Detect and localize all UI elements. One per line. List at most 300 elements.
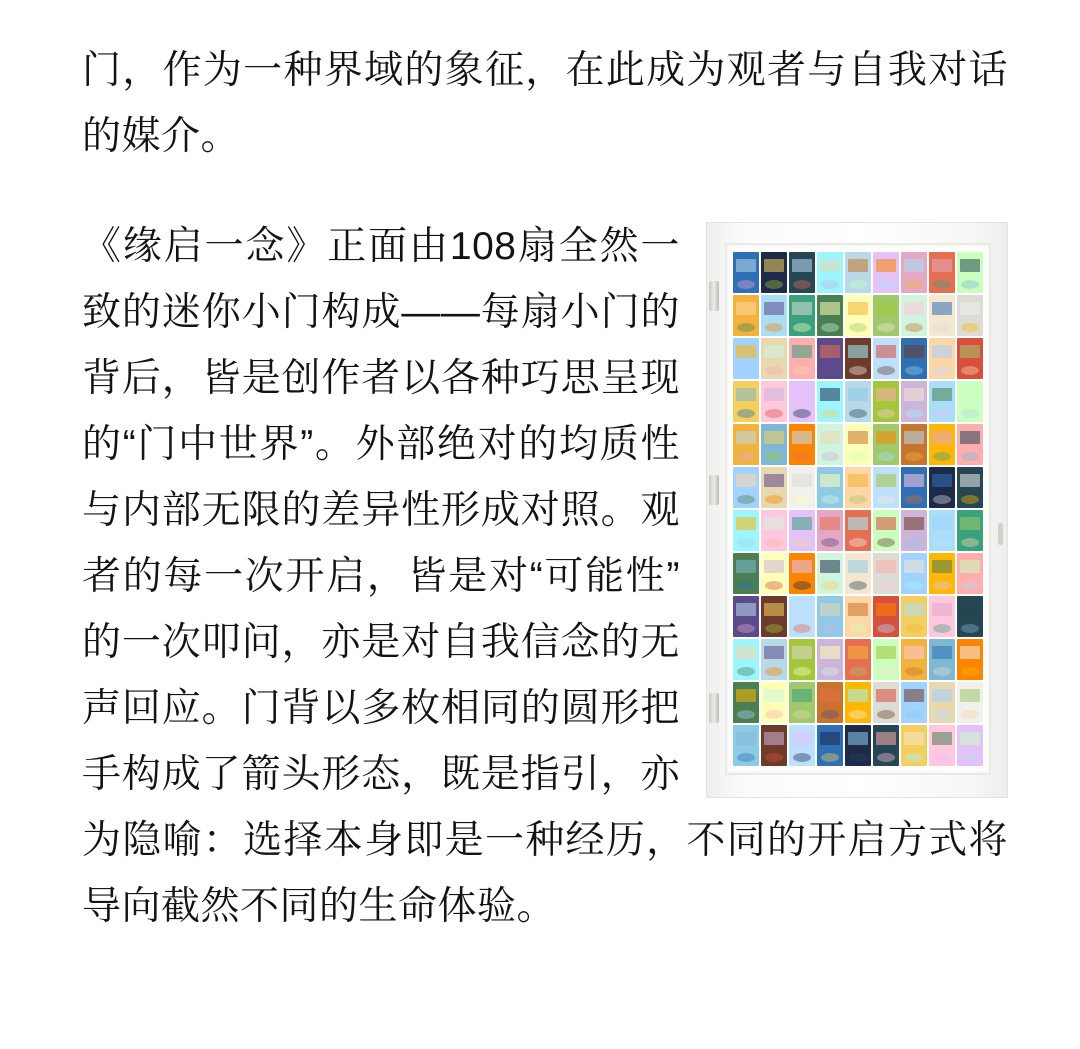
tile-shape: [960, 474, 981, 486]
mini-door-tile: [873, 295, 899, 336]
tile-accent: [849, 409, 867, 418]
mini-door-tile: [733, 682, 759, 723]
tile-accent: [849, 452, 867, 461]
tile-shape: [876, 732, 897, 744]
tile-shape: [876, 474, 897, 486]
tile-shape: [904, 388, 925, 400]
tile-accent: [877, 366, 895, 375]
tile-shape: [820, 345, 841, 357]
tile-shape: [764, 259, 785, 271]
tile-shape: [764, 732, 785, 744]
tile-shape: [764, 646, 785, 658]
mini-door-tile: [761, 467, 787, 508]
mini-door-tile: [789, 725, 815, 766]
tile-accent: [877, 667, 895, 676]
mini-door-tile: [817, 510, 843, 551]
tile-shape: [792, 603, 813, 615]
tile-accent: [793, 323, 811, 332]
mini-door-tile: [761, 596, 787, 637]
mini-door-tile: [761, 639, 787, 680]
tile-accent: [737, 710, 755, 719]
mini-door-tile: [929, 725, 955, 766]
tile-shape: [848, 560, 869, 572]
tile-accent: [737, 624, 755, 633]
tile-accent: [961, 710, 979, 719]
door-artwork-figure: [706, 222, 1008, 798]
tile-accent: [821, 538, 839, 547]
tile-shape: [820, 517, 841, 529]
tile-accent: [877, 538, 895, 547]
tile-accent: [821, 452, 839, 461]
tile-shape: [820, 302, 841, 314]
tile-accent: [961, 667, 979, 676]
mini-door-tile: [901, 553, 927, 594]
tile-shape: [736, 474, 757, 486]
tile-shape: [932, 560, 953, 572]
tile-accent: [737, 280, 755, 289]
tile-accent: [821, 495, 839, 504]
hinge-icon: [709, 475, 719, 505]
mini-door-tile: [733, 639, 759, 680]
mini-door-tile: [901, 639, 927, 680]
tile-shape: [764, 689, 785, 701]
tile-accent: [821, 409, 839, 418]
tile-accent: [933, 581, 951, 590]
tile-accent: [905, 409, 923, 418]
tile-accent: [821, 280, 839, 289]
mini-door-tile: [817, 639, 843, 680]
tile-accent: [821, 366, 839, 375]
tile-shape: [792, 259, 813, 271]
mini-door-tile: [817, 381, 843, 422]
tile-accent: [905, 710, 923, 719]
mini-door-tile: [817, 725, 843, 766]
tile-accent: [765, 538, 783, 547]
tile-accent: [821, 667, 839, 676]
tile-shape: [904, 560, 925, 572]
tile-accent: [961, 409, 979, 418]
tile-accent: [849, 538, 867, 547]
tile-shape: [792, 302, 813, 314]
tile-shape: [960, 388, 981, 400]
tile-shape: [792, 732, 813, 744]
tile-shape: [932, 474, 953, 486]
mini-door-tile: [957, 424, 983, 465]
tile-shape: [960, 689, 981, 701]
mini-door-tile: [817, 467, 843, 508]
mini-door-tile: [901, 295, 927, 336]
hinge-icon: [709, 281, 719, 311]
mini-door-tile: [845, 725, 871, 766]
mini-door-tile: [789, 295, 815, 336]
tile-accent: [849, 710, 867, 719]
tile-shape: [848, 732, 869, 744]
tile-accent: [905, 667, 923, 676]
mini-door-tile: [957, 295, 983, 336]
tile-shape: [904, 474, 925, 486]
tile-shape: [736, 689, 757, 701]
mini-door-tile: [789, 424, 815, 465]
tile-shape: [848, 388, 869, 400]
tile-accent: [961, 280, 979, 289]
tile-accent: [821, 624, 839, 633]
tile-accent: [905, 538, 923, 547]
tile-shape: [904, 345, 925, 357]
tile-accent: [793, 495, 811, 504]
hinge-icon: [709, 693, 719, 723]
tile-shape: [876, 517, 897, 529]
tile-shape: [876, 646, 897, 658]
mini-door-tile: [789, 510, 815, 551]
mini-door-tile: [929, 639, 955, 680]
tile-accent: [877, 710, 895, 719]
tile-accent: [961, 323, 979, 332]
mini-door-tile: [817, 295, 843, 336]
tile-shape: [904, 689, 925, 701]
tile-accent: [737, 753, 755, 762]
mini-door-tile: [817, 252, 843, 293]
door-handle-icon: [998, 523, 1003, 545]
mini-door-tile: [845, 553, 871, 594]
tile-shape: [904, 517, 925, 529]
tile-accent: [793, 581, 811, 590]
mini-door-tile: [873, 725, 899, 766]
tile-shape: [736, 646, 757, 658]
tile-shape: [932, 517, 953, 529]
mini-door-tile: [929, 682, 955, 723]
tile-shape: [792, 388, 813, 400]
mini-door-tile: [929, 553, 955, 594]
tile-accent: [737, 452, 755, 461]
mini-door-tile: [901, 467, 927, 508]
tile-accent: [765, 753, 783, 762]
mini-door-tile: [929, 252, 955, 293]
mini-door-tile: [901, 596, 927, 637]
tile-accent: [933, 495, 951, 504]
tile-shape: [932, 689, 953, 701]
mini-door-tile: [733, 467, 759, 508]
tile-accent: [905, 452, 923, 461]
tile-shape: [792, 431, 813, 443]
tile-shape: [904, 431, 925, 443]
tile-accent: [765, 581, 783, 590]
tile-accent: [877, 753, 895, 762]
mini-door-tile: [733, 510, 759, 551]
tile-accent: [849, 753, 867, 762]
tile-shape: [932, 259, 953, 271]
mini-door-tile: [929, 467, 955, 508]
tile-shape: [876, 431, 897, 443]
tile-accent: [933, 323, 951, 332]
mini-door-tile: [845, 252, 871, 293]
tile-accent: [877, 581, 895, 590]
tile-accent: [821, 323, 839, 332]
tile-accent: [765, 323, 783, 332]
tile-accent: [849, 581, 867, 590]
mini-door-tile: [789, 596, 815, 637]
tile-accent: [849, 366, 867, 375]
mini-door-tile: [957, 467, 983, 508]
tile-accent: [961, 538, 979, 547]
mini-door-tile: [789, 252, 815, 293]
tile-shape: [876, 388, 897, 400]
tile-accent: [765, 624, 783, 633]
tile-accent: [849, 495, 867, 504]
tile-shape: [736, 431, 757, 443]
tile-accent: [793, 667, 811, 676]
tile-accent: [933, 280, 951, 289]
mini-door-tile: [789, 639, 815, 680]
tile-shape: [820, 259, 841, 271]
tile-shape: [848, 431, 869, 443]
mini-door-tile: [845, 467, 871, 508]
mini-door-tile: [901, 338, 927, 379]
tile-accent: [933, 710, 951, 719]
tile-shape: [764, 474, 785, 486]
tile-shape: [820, 474, 841, 486]
tile-shape: [904, 732, 925, 744]
tile-shape: [960, 302, 981, 314]
tile-accent: [905, 366, 923, 375]
tile-shape: [848, 689, 869, 701]
tile-shape: [904, 646, 925, 658]
tile-shape: [932, 431, 953, 443]
tile-accent: [933, 624, 951, 633]
tile-accent: [933, 366, 951, 375]
tile-shape: [876, 560, 897, 572]
tile-shape: [764, 431, 785, 443]
door-frame: [706, 222, 1008, 798]
tile-shape: [820, 431, 841, 443]
mini-door-tile: [957, 553, 983, 594]
tile-shape: [932, 345, 953, 357]
mini-door-tile: [789, 381, 815, 422]
mini-door-tile: [733, 424, 759, 465]
paragraph-1: 门，作为一种界域的象征，在此成为观者与自我对话的媒介。: [82, 49, 1008, 158]
tile-accent: [737, 581, 755, 590]
tile-shape: [876, 345, 897, 357]
mini-door-tile: [929, 424, 955, 465]
tile-shape: [960, 431, 981, 443]
tile-shape: [876, 603, 897, 615]
tile-shape: [960, 345, 981, 357]
tile-shape: [848, 345, 869, 357]
tile-accent: [961, 581, 979, 590]
tile-accent: [765, 366, 783, 375]
mini-door-tile: [873, 338, 899, 379]
tile-accent: [849, 624, 867, 633]
tile-shape: [736, 560, 757, 572]
tile-accent: [961, 624, 979, 633]
tile-shape: [904, 603, 925, 615]
tile-accent: [793, 409, 811, 418]
tile-accent: [877, 495, 895, 504]
tile-shape: [736, 388, 757, 400]
tile-shape: [792, 474, 813, 486]
tile-shape: [960, 732, 981, 744]
mini-door-tile: [957, 725, 983, 766]
tile-shape: [932, 732, 953, 744]
tile-shape: [764, 388, 785, 400]
tile-shape: [764, 517, 785, 529]
tile-accent: [793, 753, 811, 762]
tile-accent: [849, 323, 867, 332]
mini-door-tile: [761, 252, 787, 293]
tile-accent: [821, 710, 839, 719]
tile-shape: [932, 646, 953, 658]
tile-accent: [737, 409, 755, 418]
tile-accent: [877, 624, 895, 633]
mini-door-tile: [761, 295, 787, 336]
mini-door-tile: [901, 381, 927, 422]
tile-accent: [933, 667, 951, 676]
tile-shape: [736, 517, 757, 529]
tile-shape: [820, 388, 841, 400]
tile-accent: [793, 538, 811, 547]
tile-shape: [820, 646, 841, 658]
tile-shape: [820, 732, 841, 744]
mini-door-tile: [957, 381, 983, 422]
mini-door-tile: [929, 295, 955, 336]
tile-accent: [821, 581, 839, 590]
mini-door-tile: [845, 295, 871, 336]
mini-door-tile: [873, 682, 899, 723]
mini-door-tile: [733, 596, 759, 637]
tile-shape: [960, 259, 981, 271]
tile-accent: [933, 452, 951, 461]
mini-door-tile: [845, 682, 871, 723]
mini-door-tile: [873, 596, 899, 637]
tile-accent: [737, 323, 755, 332]
tile-shape: [820, 603, 841, 615]
tile-accent: [877, 409, 895, 418]
tile-accent: [765, 409, 783, 418]
tile-accent: [905, 753, 923, 762]
mini-door-tile: [817, 338, 843, 379]
tile-shape: [736, 259, 757, 271]
mini-door-tile: [873, 252, 899, 293]
tile-accent: [933, 409, 951, 418]
tile-shape: [764, 560, 785, 572]
mini-door-tile: [761, 424, 787, 465]
mini-door-tile: [901, 252, 927, 293]
mini-door-tile: [929, 596, 955, 637]
tile-accent: [961, 366, 979, 375]
tile-shape: [960, 646, 981, 658]
tile-shape: [736, 732, 757, 744]
tile-accent: [765, 280, 783, 289]
tile-accent: [905, 581, 923, 590]
mini-door-tile: [733, 338, 759, 379]
mini-door-tile: [873, 639, 899, 680]
tile-accent: [737, 495, 755, 504]
tile-accent: [765, 667, 783, 676]
mini-door-tile: [845, 596, 871, 637]
tile-accent: [849, 667, 867, 676]
tile-shape: [932, 302, 953, 314]
tile-shape: [736, 302, 757, 314]
mini-door-tile: [817, 682, 843, 723]
tile-shape: [932, 603, 953, 615]
mini-door-tile: [845, 510, 871, 551]
mini-door-tile: [957, 682, 983, 723]
tile-accent: [905, 280, 923, 289]
mini-door-tile: [957, 639, 983, 680]
mini-door-tile: [733, 725, 759, 766]
tile-shape: [848, 259, 869, 271]
tile-accent: [961, 452, 979, 461]
tile-shape: [932, 388, 953, 400]
mini-door-tile: [929, 381, 955, 422]
tile-shape: [876, 259, 897, 271]
tile-shape: [820, 560, 841, 572]
mini-door-tile: [761, 553, 787, 594]
tile-accent: [765, 710, 783, 719]
mini-door-tile: [761, 682, 787, 723]
tile-shape: [960, 603, 981, 615]
tile-shape: [792, 689, 813, 701]
mini-door-tile: [789, 682, 815, 723]
tile-accent: [793, 366, 811, 375]
tile-shape: [736, 345, 757, 357]
tile-shape: [960, 560, 981, 572]
mini-door-tile: [957, 252, 983, 293]
tile-shape: [848, 603, 869, 615]
tile-shape: [764, 302, 785, 314]
mini-door-tile: [873, 510, 899, 551]
tile-accent: [933, 753, 951, 762]
tile-accent: [765, 452, 783, 461]
mini-door-tile: [817, 553, 843, 594]
mini-door-tile: [873, 467, 899, 508]
mini-door-tile: [845, 381, 871, 422]
tile-shape: [876, 689, 897, 701]
tile-shape: [960, 517, 981, 529]
tile-shape: [848, 517, 869, 529]
tile-accent: [877, 280, 895, 289]
tile-shape: [876, 302, 897, 314]
tile-shape: [792, 517, 813, 529]
mini-door-tile: [873, 381, 899, 422]
mini-door-tile: [845, 639, 871, 680]
mini-door-tile: [817, 424, 843, 465]
mini-door-tile: [789, 338, 815, 379]
tile-shape: [792, 345, 813, 357]
tile-shape: [792, 560, 813, 572]
paragraph-2: 《缘启一念》正面由108扇全然一致的迷你小门构成——每扇小门的背后，皆是创作者以各种巧思呈现的“门中世界”。外部绝对的均质性与内部无限的差异性形成对照。观者的每一次开启，皆是对“可能性”的一次叩问，亦是对自我信念的无声回应。门背以多枚相同的圆形把手构成了箭头形态，既是指引，亦为隐喻：选择本身即是一种经历，不同的开启方式将导向截然不同的生命体验。: [82, 225, 1008, 928]
tile-shape: [792, 646, 813, 658]
tile-accent: [905, 624, 923, 633]
mini-door-tile: [929, 338, 955, 379]
tile-shape: [848, 474, 869, 486]
tile-accent: [821, 753, 839, 762]
mini-door-tile: [901, 682, 927, 723]
tile-shape: [764, 345, 785, 357]
mini-door-tile: [761, 338, 787, 379]
mini-door-tile: [873, 424, 899, 465]
tile-accent: [737, 538, 755, 547]
mini-door-tile: [845, 338, 871, 379]
mini-door-tile: [761, 725, 787, 766]
tile-accent: [737, 667, 755, 676]
tile-shape: [736, 603, 757, 615]
tile-accent: [793, 452, 811, 461]
mini-door-tile: [957, 510, 983, 551]
tile-accent: [961, 753, 979, 762]
tile-shape: [848, 646, 869, 658]
mini-door-tile: [789, 467, 815, 508]
tile-shape: [848, 302, 869, 314]
